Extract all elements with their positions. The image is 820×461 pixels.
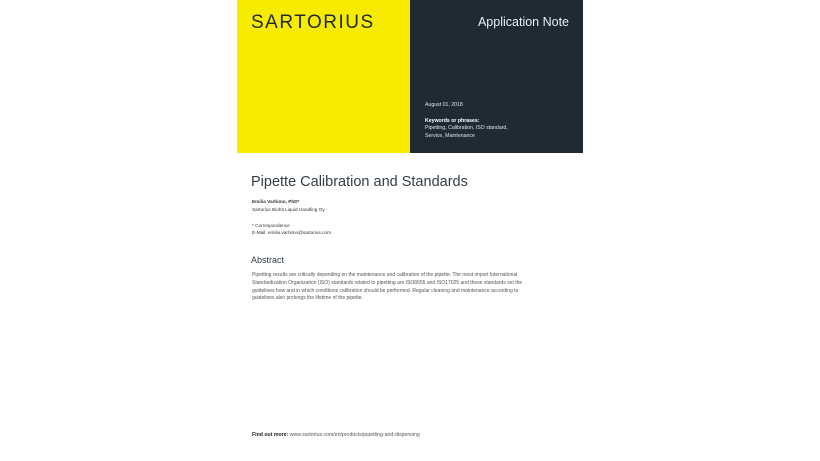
correspondence-label: * Correspondence bbox=[252, 223, 290, 228]
abstract-line-2: Standardization Organization (ISO) standards related to pipetting are ISO8655 and ISO17025 and these standards set the bbox=[252, 279, 523, 286]
keywords-line-2: Service, Maintenance bbox=[425, 132, 475, 139]
find-out-more bbox=[252, 432, 420, 438]
correspondence-email: E-Mail: emilia.varhimo@sartorius.com bbox=[252, 230, 331, 236]
abstract-heading: Abstract bbox=[251, 255, 285, 265]
logo-panel bbox=[237, 0, 410, 153]
header-info-panel bbox=[410, 0, 583, 153]
article-title: Pipette Calibration and Standards bbox=[251, 174, 468, 190]
keywords-line-1: Pipetting, Calibration, ISO standard, bbox=[425, 125, 508, 132]
author-affiliation: Sartorius Biohit Liquid Handling Oy bbox=[252, 207, 325, 212]
publish-date: August 01, 2018 bbox=[425, 102, 463, 108]
author-name: Emilia Varhimo, PhD* bbox=[252, 199, 300, 204]
abstract-line-3: guidelines how and in which conditions calibration should be performed. Regular cleaning and maintenance according to bbox=[252, 287, 519, 294]
abstract-line-1: Pipetting results are critically depending on the maintenance and calibration of the pipette. The most import International bbox=[252, 272, 518, 278]
abstract-body bbox=[252, 272, 562, 303]
header-meta bbox=[425, 102, 575, 140]
sartorius-logo: SARTORIUS bbox=[251, 12, 375, 33]
abstract-line-4: guidelines also prolongs the lifetime of the pipette. bbox=[252, 295, 363, 302]
document-type: Application Note bbox=[477, 15, 569, 29]
find-out-more-link[interactable]: www.sartorius.com/en/products/pipetting-and-dispensing bbox=[289, 432, 420, 438]
document-page bbox=[237, 0, 583, 461]
correspondence bbox=[252, 222, 331, 237]
find-out-more-label: Find out more: bbox=[252, 432, 289, 438]
keywords-title: Keywords or phrases: bbox=[425, 117, 480, 124]
